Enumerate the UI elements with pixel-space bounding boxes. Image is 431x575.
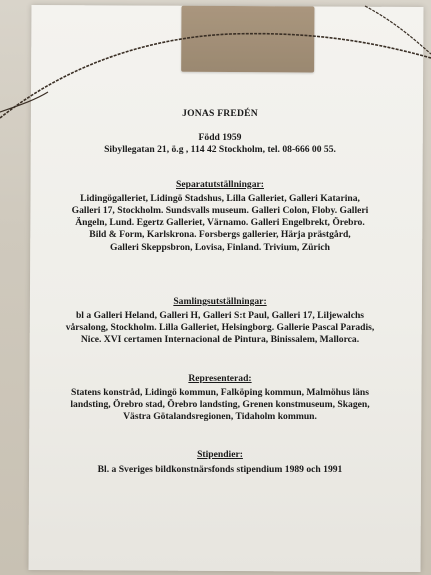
text-line: Statens konstråd, Lidingö kommun, Falköping kommun, Malmöhus läns — [70, 386, 370, 398]
section-heading: Representerad: — [188, 372, 252, 384]
text-line: Bl. a Sveriges bildkonstnärsfonds stipendium 1989 och 1991 — [97, 463, 343, 475]
text-line: Ängeln, Lund. Egertz Galleriet, Värnamo. Galleri Engelbrekt, Örebro. — [75, 217, 365, 229]
text-line: Västra Götalandsregionen, Tidaholm kommun. — [123, 411, 317, 423]
section-heading: Separatutställningar: — [176, 178, 264, 190]
artist-name: JONAS FREDÉN — [182, 108, 258, 119]
text-line: Galleri Skeppsbron, Lovisa, Finland. Trivium, Zürich — [110, 241, 330, 253]
birth-year: Född 1959 — [198, 132, 242, 144]
cv-document — [40, 108, 400, 476]
text-line: landsting, Örebro stad, Örebro landsting, Grenen konstmuseum, Skagen, — [70, 399, 370, 411]
text-line: Nice. XVI certamen Internacional de Pintura, Binissalem, Mallorca. — [80, 334, 360, 346]
section-representerad — [40, 373, 400, 424]
section-heading: Stipendier: — [197, 449, 243, 461]
section-samlingsutstallningar — [40, 296, 400, 347]
text-line: Galleri 17, Stockholm. Sundsvalls museum. Galleri Colon, Floby. Galleri — [71, 205, 369, 217]
address: Sibyllegatan 21, ö.g , 114 42 Stockholm, tel. 08-666 00 55. — [104, 144, 336, 156]
text-line: Bild & Form, Karlskrona. Forsbergs gallerier, Härja prästgård, — [89, 229, 351, 241]
section-separatutstallningar — [40, 179, 400, 254]
text-line: vårsalong, Stockholm. Lilla Galleriet, Helsingborg. Gallerie Pascal Paradis, — [65, 322, 375, 334]
text-line: Lidingögalleriet, Lidingö Stadshus, Lilla Galleriet, Galleri Katarina, — [80, 192, 360, 204]
tape-strip — [181, 6, 314, 73]
text-line: bl a Galleri Heland, Galleri H, Galleri S:t Paul, Galleri 17, Liljewalchs — [75, 310, 365, 322]
section-stipendier — [40, 449, 400, 475]
section-heading: Samlingsutställningar: — [173, 295, 267, 307]
